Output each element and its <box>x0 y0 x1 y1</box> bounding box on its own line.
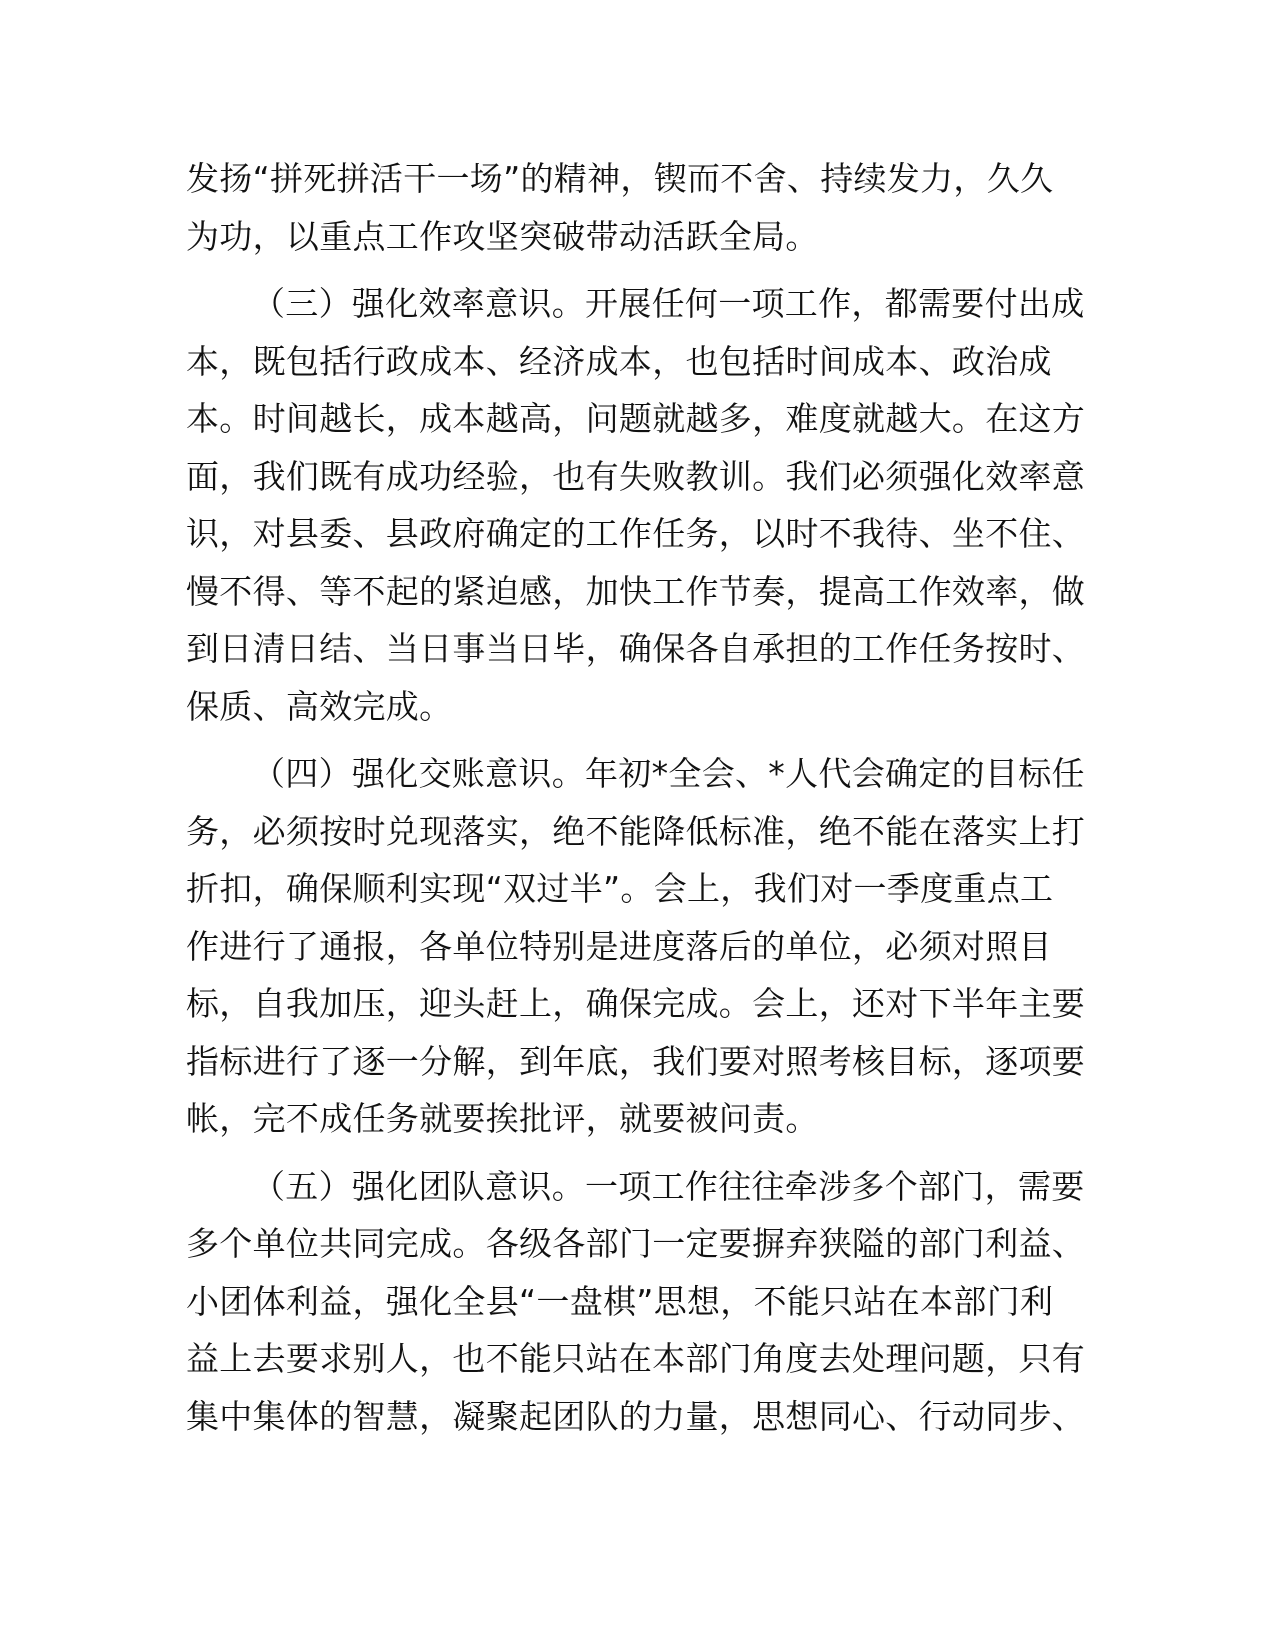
paragraph-intro-continuation <box>186 150 1091 265</box>
text-line: 标，自我加压，迎头赶上，确保完成。会上，还对下半年主要 <box>186 984 1086 1023</box>
section-heading-line: （五）强化团队意识。一项工作往往牵涉多个部门，需要 <box>252 1166 1085 1206</box>
text-line: 帐，完不成任务就要挨批评，就要被问责。 <box>186 1099 819 1138</box>
text-line: 小团体利益，强化全县“一盘棋”思想，不能只站在本部门利 <box>186 1281 1054 1321</box>
section-heading-line: （三）强化效率意识。开展任何一项工作，都需要付出成 <box>252 284 1085 323</box>
text-line: 为功，以重点工作攻坚突破带动活跃全局。 <box>186 216 819 256</box>
paragraph-section-4 <box>186 745 1091 1148</box>
text-line: 发扬“拼死拼活干一场”的精神，锲而不舍、持续发力，久久 <box>186 159 1054 198</box>
text-line: 本。时间越长，成本越高，问题就越多，难度就越大。在这方 <box>186 399 1086 438</box>
text-line: 务，必须按时兑现落实，绝不能降低标准，绝不能在落实上打 <box>186 811 1086 851</box>
text-line: 作进行了通报，各单位特别是进度落后的单位，必须对照目 <box>186 926 1052 966</box>
text-line: 折扣，确保顺利实现“双过半”。会上，我们对一季度重点工 <box>186 869 1054 908</box>
text-line: 多个单位共同完成。各级各部门一定要摒弃狭隘的部门利益、 <box>186 1224 1086 1263</box>
text-line: 本，既包括行政成本、经济成本，也包括时间成本、政治成 <box>186 341 1052 381</box>
text-line: 识，对县委、县政府确定的工作任务，以时不我待、坐不住、 <box>186 514 1086 553</box>
text-line: 益上去要求别人，也不能只站在本部门角度去处理问题，只有 <box>186 1339 1086 1378</box>
body-text <box>186 150 1091 1455</box>
text-line: 指标进行了逐一分解，到年底，我们要对照考核目标，逐项要 <box>186 1041 1086 1081</box>
text-line: 保质、高效完成。 <box>186 686 453 726</box>
text-line: 面，我们既有成功经验，也有失败教训。我们必须强化效率意 <box>186 456 1086 496</box>
text-line: 慢不得、等不起的紧迫感，加快工作节奏，提高工作效率，做 <box>186 571 1086 611</box>
text-line: 集中集体的智慧，凝聚起团队的力量，思想同心、行动同步、 <box>186 1396 1086 1436</box>
section-heading-line: （四）强化交账意识。年初*全会、*人代会确定的目标任 <box>252 754 1085 793</box>
paragraph-section-5 <box>186 1158 1091 1446</box>
paragraph-section-3 <box>186 275 1091 735</box>
text-line: 到日清日结、当日事当日毕，确保各自承担的工作任务按时、 <box>186 629 1086 668</box>
